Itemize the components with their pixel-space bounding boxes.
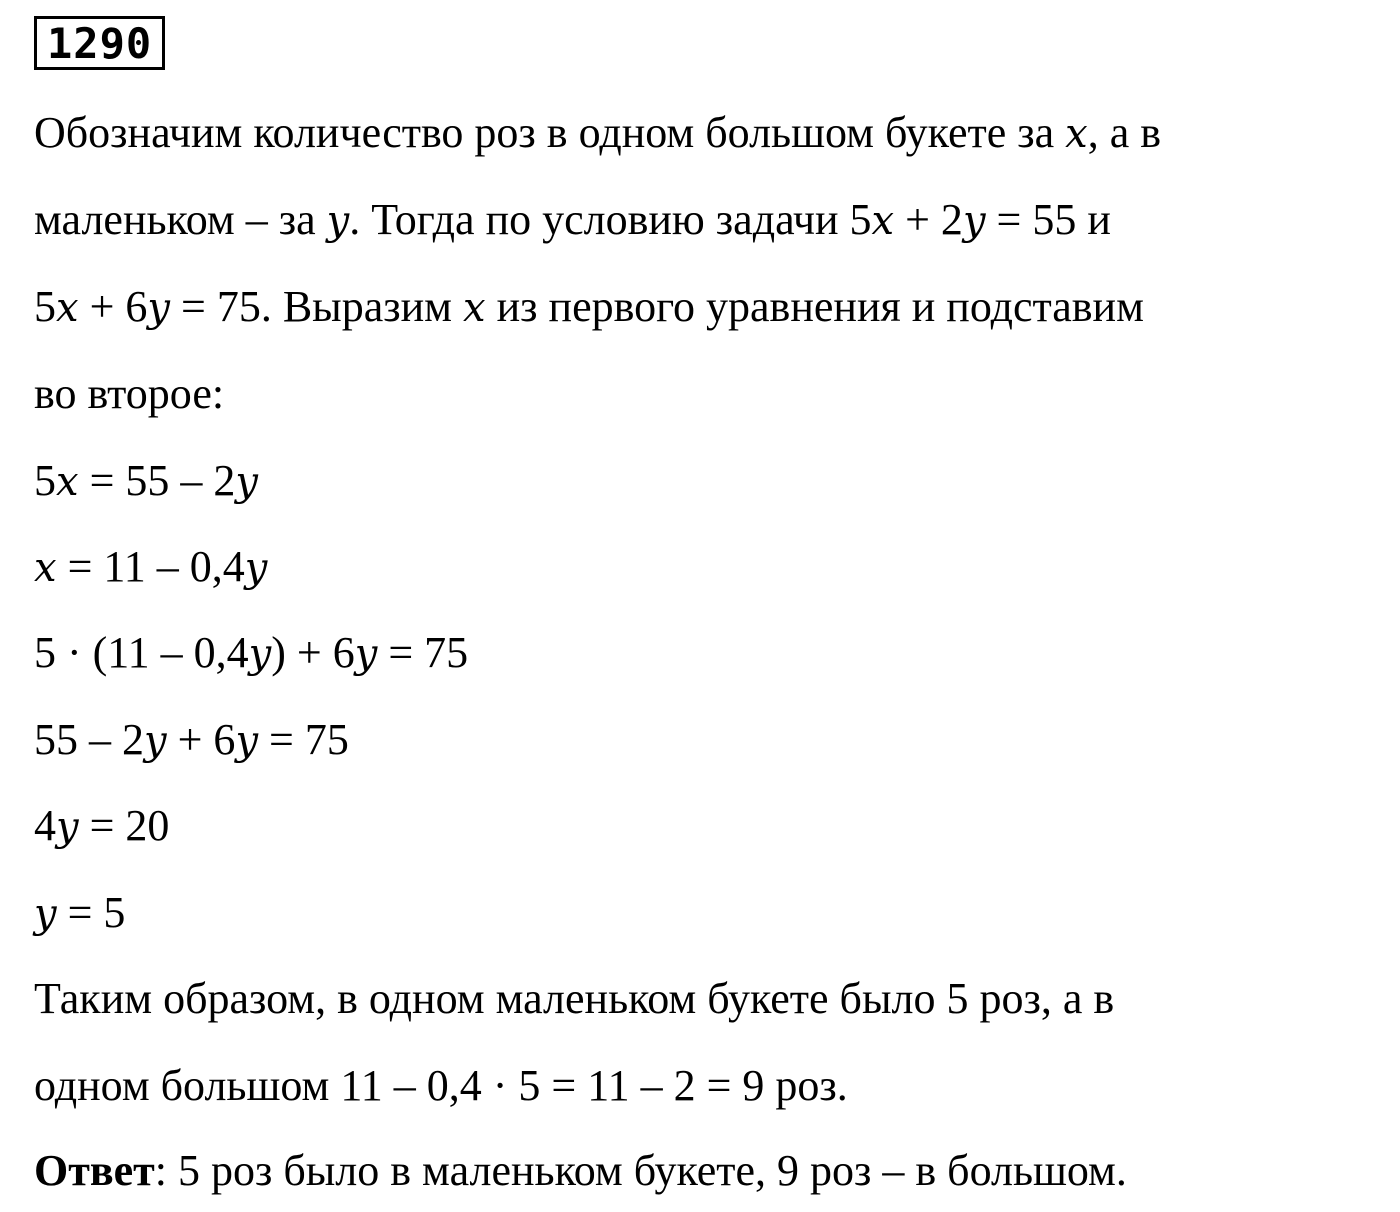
text-segment: 5 · (11 – 0,4 [34,628,249,677]
text-segment: = 55 – 2 [78,456,236,505]
math-variable: y [34,891,57,937]
text-segment: + 2 [894,195,963,244]
text-line [34,714,349,767]
text-line [34,973,1114,1025]
answer-label: Ответ [34,1146,155,1195]
text-segment: : 5 роз было в маленьком букете, 9 роз – в большом. [154,1146,1127,1195]
math-variable: y [147,285,170,331]
text-segment: = 75 [258,715,349,764]
text-line [34,368,224,420]
text-segment: + 6 [166,715,236,764]
math-variable: x [871,198,895,244]
text-line [34,194,1111,247]
text-segment: во второе: [34,369,225,418]
text-segment: = 75. Выразим [170,282,464,331]
text-line [34,887,125,940]
text-segment: Обозначим количество роз в одном большом букете за [34,108,1066,157]
text-segment: 5 [34,282,56,331]
text-segment: из первого уравнения и подставим [485,282,1144,331]
math-variable: y [248,631,272,677]
math-variable: y [235,459,258,505]
math-variable: x [56,285,79,331]
math-variable: y [235,718,259,764]
text-line [34,455,258,508]
text-line [34,1145,1127,1197]
text-line [34,107,1161,160]
math-variable: y [354,631,378,677]
math-variable: y [144,718,167,764]
text-line [34,281,1144,334]
text-line [34,800,169,853]
text-segment: ) + 6 [271,628,355,677]
math-variable: y [244,545,268,591]
text-segment: . Тогда по условию задачи 5 [349,195,872,244]
math-variable: y [326,198,350,244]
text-segment: = 20 [78,801,170,850]
text-segment: = 75 [377,628,469,677]
text-segment: одном большом 11 – 0,4 · 5 = 11 – 2 = 9 роз. [34,1061,848,1110]
text-segment: = 55 и [985,195,1111,244]
text-segment: Таким образом, в одном маленьком букете было 5 роз, а в [34,974,1115,1023]
task-number-box: 1290 [34,16,165,70]
text-line [34,1060,848,1112]
text-segment: , а в [1087,108,1162,157]
text-segment: = 5 [56,888,126,937]
text-segment: = 11 – 0,4 [56,542,245,591]
text-segment: + 6 [78,282,148,331]
text-segment: 5 [34,456,56,505]
text-line [34,627,468,680]
text-line [34,541,267,594]
math-variable: y [962,198,986,244]
text-segment: 55 – 2 [34,715,144,764]
text-segment: 4 [34,801,56,850]
text-segment: маленьком – за [34,195,327,244]
math-variable: x [463,285,486,331]
math-variable: x [1065,111,1088,157]
math-variable: x [34,545,57,591]
math-variable: x [56,459,79,505]
math-variable: y [56,804,79,850]
